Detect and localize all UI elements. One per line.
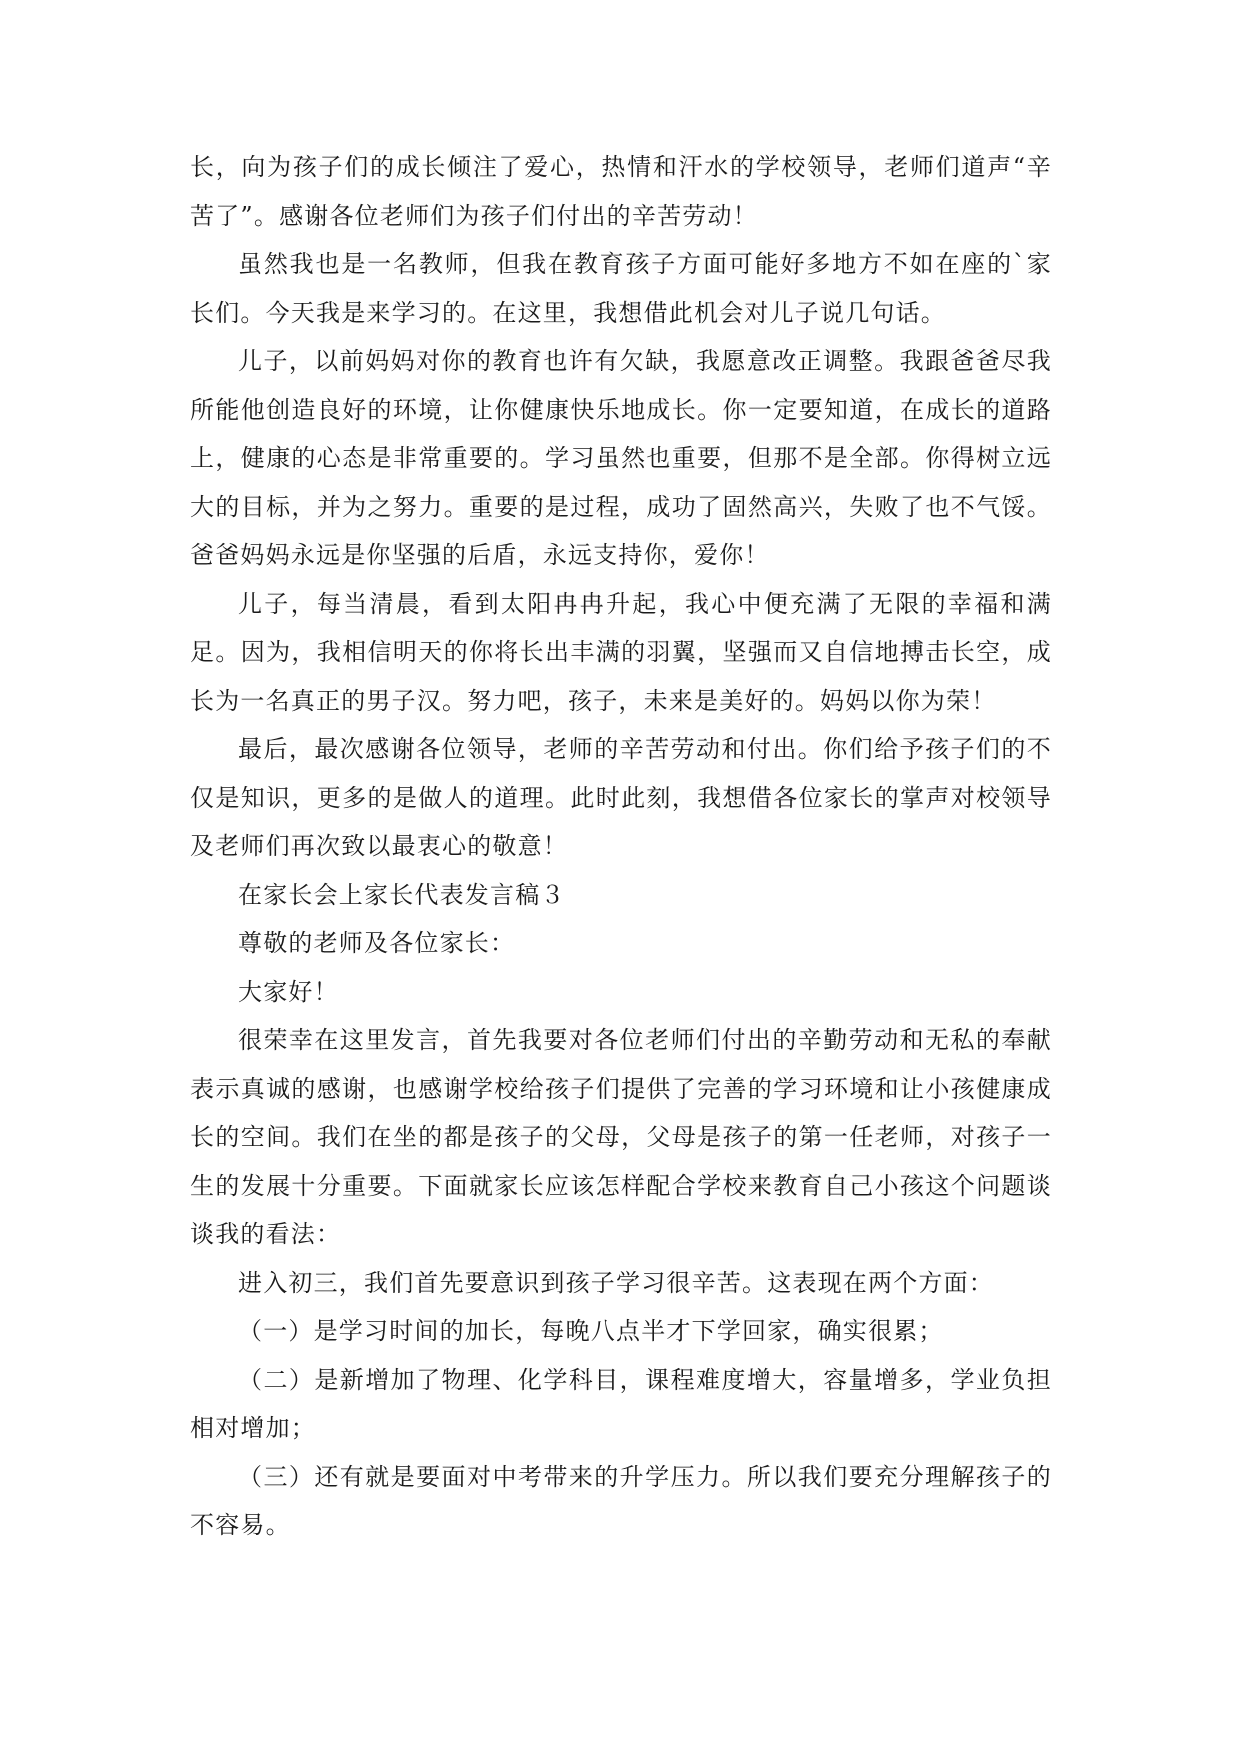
- section-heading: 在家长会上家长代表发言稿３: [238, 880, 566, 909]
- greeting: 大家好！: [238, 977, 339, 1006]
- list-item: （三）还有就是要面对中考带来的升学压力。所以我们要充分理解孩子的不容易。: [190, 1462, 1052, 1539]
- list-item: （一）是学习时间的加长，每晚八点半才下学回家，确实很累；: [238, 1317, 944, 1345]
- paragraph: 虽然我也是一名教师，但我在教育孩子方面可能好多地方不如在座的`家长们。今天我是来学习的。在这里，我想借此机会对儿子说几句话。: [190, 250, 1052, 327]
- paragraph: 进入初三，我们首先要意识到孩子学习很辛苦。这表现在两个方面：: [238, 1268, 994, 1297]
- paragraph: 很荣幸在这里发言，首先我要对各位老师们付出的辛勤劳动和无私的奉献表示真诚的感谢，也感谢学校给孩子们提供了完善的学习环境和让小孩健康成长的空间。我们在坐的都是孩子的父母，父母是孩子的第一任老师，对孩子一生的发展十分重要。下面就家长应该怎样配合学校来教育自己小孩这个问题谈谈我的看法：: [190, 1026, 1052, 1248]
- salutation: 尊敬的老师及各位家长：: [238, 929, 516, 957]
- list-item: （二）是新增加了物理、化学科目，课程难度增大，容量增多，学业负担相对增加；: [190, 1365, 1052, 1442]
- paragraph: 儿子，以前妈妈对你的教育也许有欠缺，我愿意改正调整。我跟爸爸尽我所能他创造良好的环境，让你健康快乐地成长。你一定要知道，在成长的道路上，健康的心态是非常重要的。学习虽然也重要，但那不是全部。你得树立远大的目标，并为之努力。重要的是过程，成功了固然高兴，失败了也不气馁。爸爸妈妈永远是你坚强的后盾，永远支持你，爱你！: [190, 347, 1052, 569]
- paragraph: 最后，最次感谢各位领导，老师的辛苦劳动和付出。你们给予孩子们的不仅是知识，更多的是做人的道理。此时此刻，我想借各位家长的掌声对校领导及老师们再次致以最衷心的敬意！: [190, 735, 1052, 860]
- document-page: [190, 143, 1052, 1550]
- paragraph: 儿子，每当清晨，看到太阳冉冉升起，我心中便充满了无限的幸福和满足。因为，我相信明天的你将长出丰满的羽翼，坚强而又自信地搏击长空，成长为一名真正的男子汉。努力吧，孩子，未来是美好的。妈妈以你为荣！: [190, 589, 1052, 715]
- paragraph: 长，向为孩子们的成长倾注了爱心，热情和汗水的学校领导，老师们道声“辛苦了”。感谢各位老师们为孩子们付出的辛苦劳动！: [190, 153, 1052, 230]
